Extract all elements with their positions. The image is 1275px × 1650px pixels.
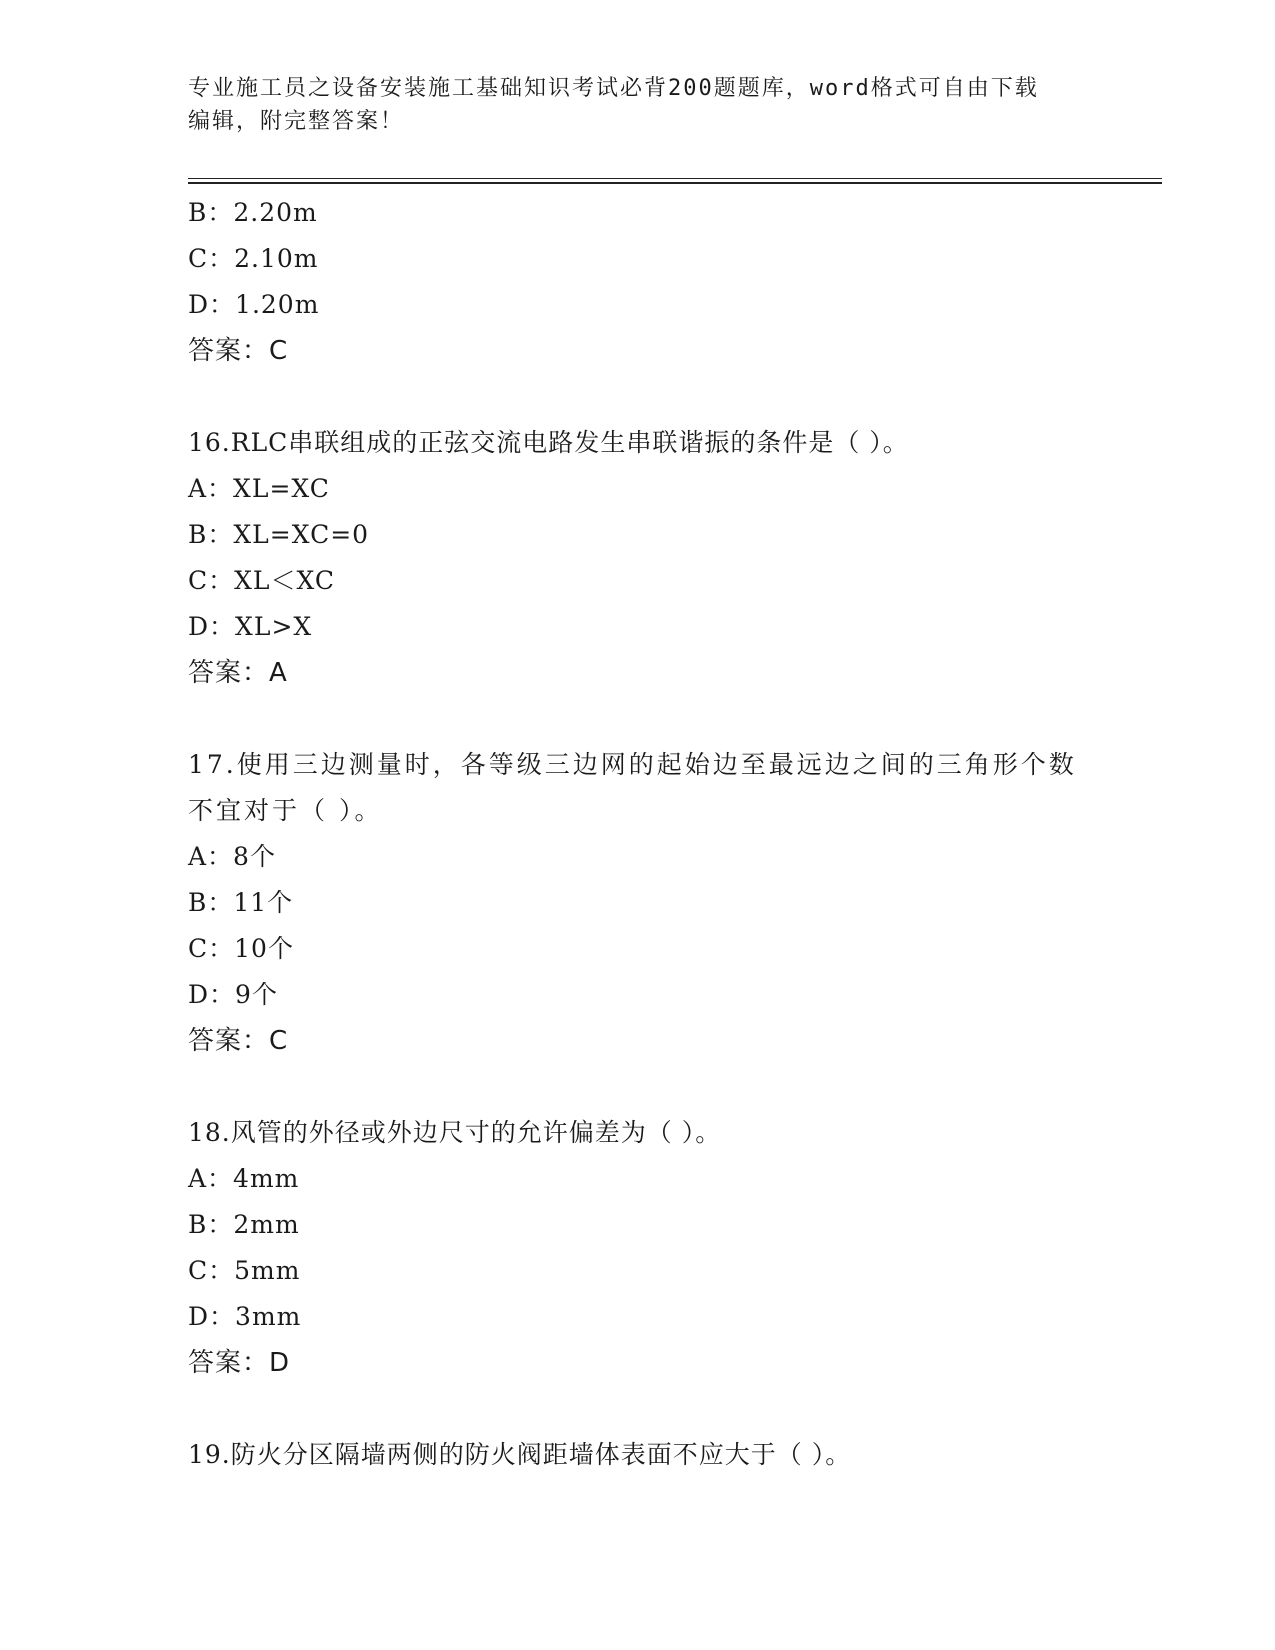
spacer: [188, 1386, 1088, 1432]
option-b: B：XL=XC=0: [188, 520, 370, 549]
option-d: D：9个: [188, 980, 278, 1009]
option-a: A：XL=XC: [188, 474, 330, 503]
answer-line: 答案：C: [188, 336, 289, 366]
option-b: B：2mm: [188, 1210, 300, 1239]
answer-line: 答案：C: [188, 1026, 289, 1056]
header-line-2: 编辑，附完整答案！: [188, 109, 405, 134]
option-c: C：2.10m: [188, 244, 319, 273]
header-rule-thick: [188, 182, 1162, 184]
option-c: C：5mm: [188, 1256, 301, 1285]
document-body: [188, 190, 1088, 1478]
option-c: C：10个: [188, 934, 294, 963]
spacer: [188, 1064, 1088, 1110]
document-header: [188, 72, 1088, 138]
question-block-16: [188, 420, 1088, 696]
question-text: 18.风管的外径或外边尺寸的允许偏差为（ ）。: [188, 1118, 722, 1147]
option-d: D：3mm: [188, 1302, 302, 1331]
question-block-15: [188, 190, 1088, 374]
question-text: 19.防火分区隔墙两侧的防火阀距墙体表面不应大于（ ）。: [188, 1440, 852, 1469]
option-a: A：8个: [188, 842, 276, 871]
option-d: D：1.20m: [188, 290, 320, 319]
spacer: [188, 696, 1088, 742]
header-line-1: 专业施工员之设备安装施工基础知识考试必背200题题库，word格式可自由下载: [188, 76, 1039, 101]
answer-line: 答案：D: [188, 1348, 291, 1378]
header-rule-thin: [188, 178, 1162, 179]
question-text: 17.使用三边测量时，各等级三边网的起始边至最远边之间的三角形个数不宜对于（ ）。: [188, 750, 1077, 825]
answer-line: 答案：A: [188, 658, 288, 688]
question-text: 16.RLC串联组成的正弦交流电路发生串联谐振的条件是（ ）。: [188, 428, 909, 457]
question-block-18: [188, 1110, 1088, 1386]
spacer: [188, 374, 1088, 420]
question-block-17: [188, 742, 1088, 1064]
option-c: C：XL＜XC: [188, 566, 336, 595]
option-b: B：2.20m: [188, 198, 318, 227]
option-a: A：4mm: [188, 1164, 300, 1193]
option-b: B：11个: [188, 888, 294, 917]
question-block-19: [188, 1432, 1088, 1478]
option-d: D：XL>X: [188, 612, 313, 641]
